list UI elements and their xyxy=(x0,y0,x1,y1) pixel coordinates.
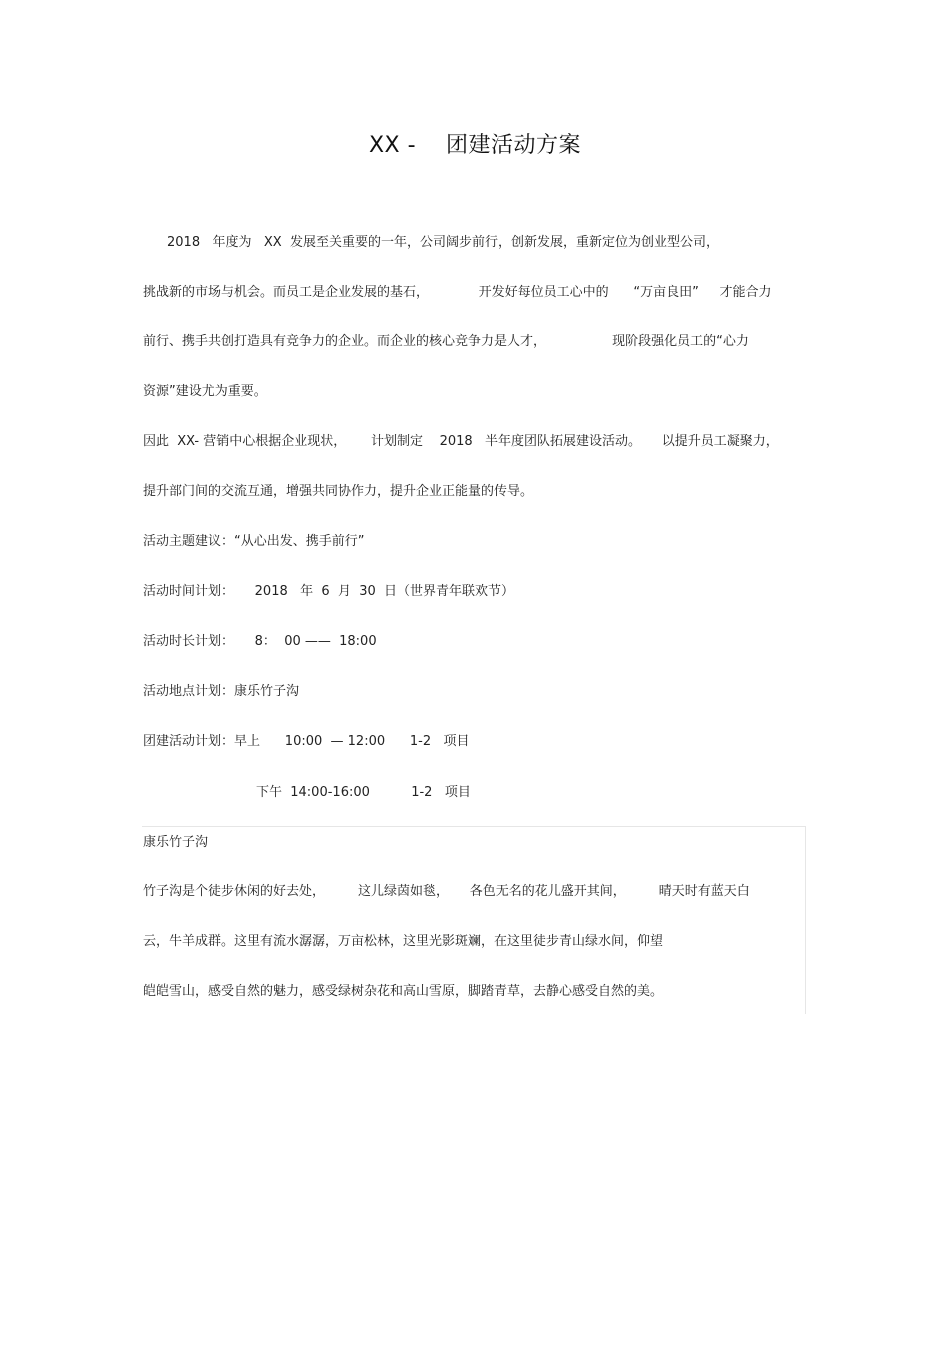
activity-location: 活动地点计划：康乐竹子沟 xyxy=(143,684,300,699)
section-line: 竹子沟是个徒步休闲的好去处， 这儿绿茵如毯， 各色无名的花儿盛开其间， 晴天时有蓝天白 xyxy=(143,884,750,899)
intro-line: 前行、携手共创打造具有竞争力的企业。而企业的核心竞争力是人才， 现阶段强化员工的“心力 xyxy=(143,334,749,349)
location-section xyxy=(142,826,806,1014)
activity-theme: 活动主题建议：“从心出发、携手前行” xyxy=(143,534,365,549)
intro-line: 挑战新的市场与机会。而员工是企业发展的基石， 开发好每位员工心中的 “万亩良田” 才能合力 xyxy=(143,285,772,300)
activity-plan-morning: 团建活动计划：早上 10:00 — 12:00 1-2 项目 xyxy=(143,734,470,749)
activity-time: 活动时间计划： 2018 年 6 月 30 日（世界青年联欢节） xyxy=(143,584,515,599)
activity-plan-afternoon: 下午 14:00-16:00 1-2 项目 xyxy=(256,785,471,800)
intro-line: 2018 年度为 XX 发展至关重要的一年，公司阔步前行，创新发展，重新定位为创业型公司， xyxy=(167,235,719,250)
intro-line: 因此 XX- 营销中心根据企业现状， 计划制定 2018 半年度团队拓展建设活动。 以提升员工凝聚力， xyxy=(143,434,779,449)
activity-duration: 活动时长计划： 8： 00 —— 18:00 xyxy=(143,634,377,649)
section-line: 云，牛羊成群。这里有流水潺潺，万亩松林，这里光影斑斓，在这里徒步青山绿水间，仰望 xyxy=(143,934,664,949)
section-heading: 康乐竹子沟 xyxy=(143,835,209,850)
page-title: XX - 团建活动方案 xyxy=(368,133,582,158)
intro-line: 资源”建设尤为重要。 xyxy=(143,384,267,399)
intro-line: 提升部门间的交流互通，增强共同协作力，提升企业正能量的传导。 xyxy=(143,484,534,499)
section-line: 皑皑雪山，感受自然的魅力，感受绿树杂花和高山雪原，脚踏青草，去静心感受自然的美。 xyxy=(143,984,664,999)
